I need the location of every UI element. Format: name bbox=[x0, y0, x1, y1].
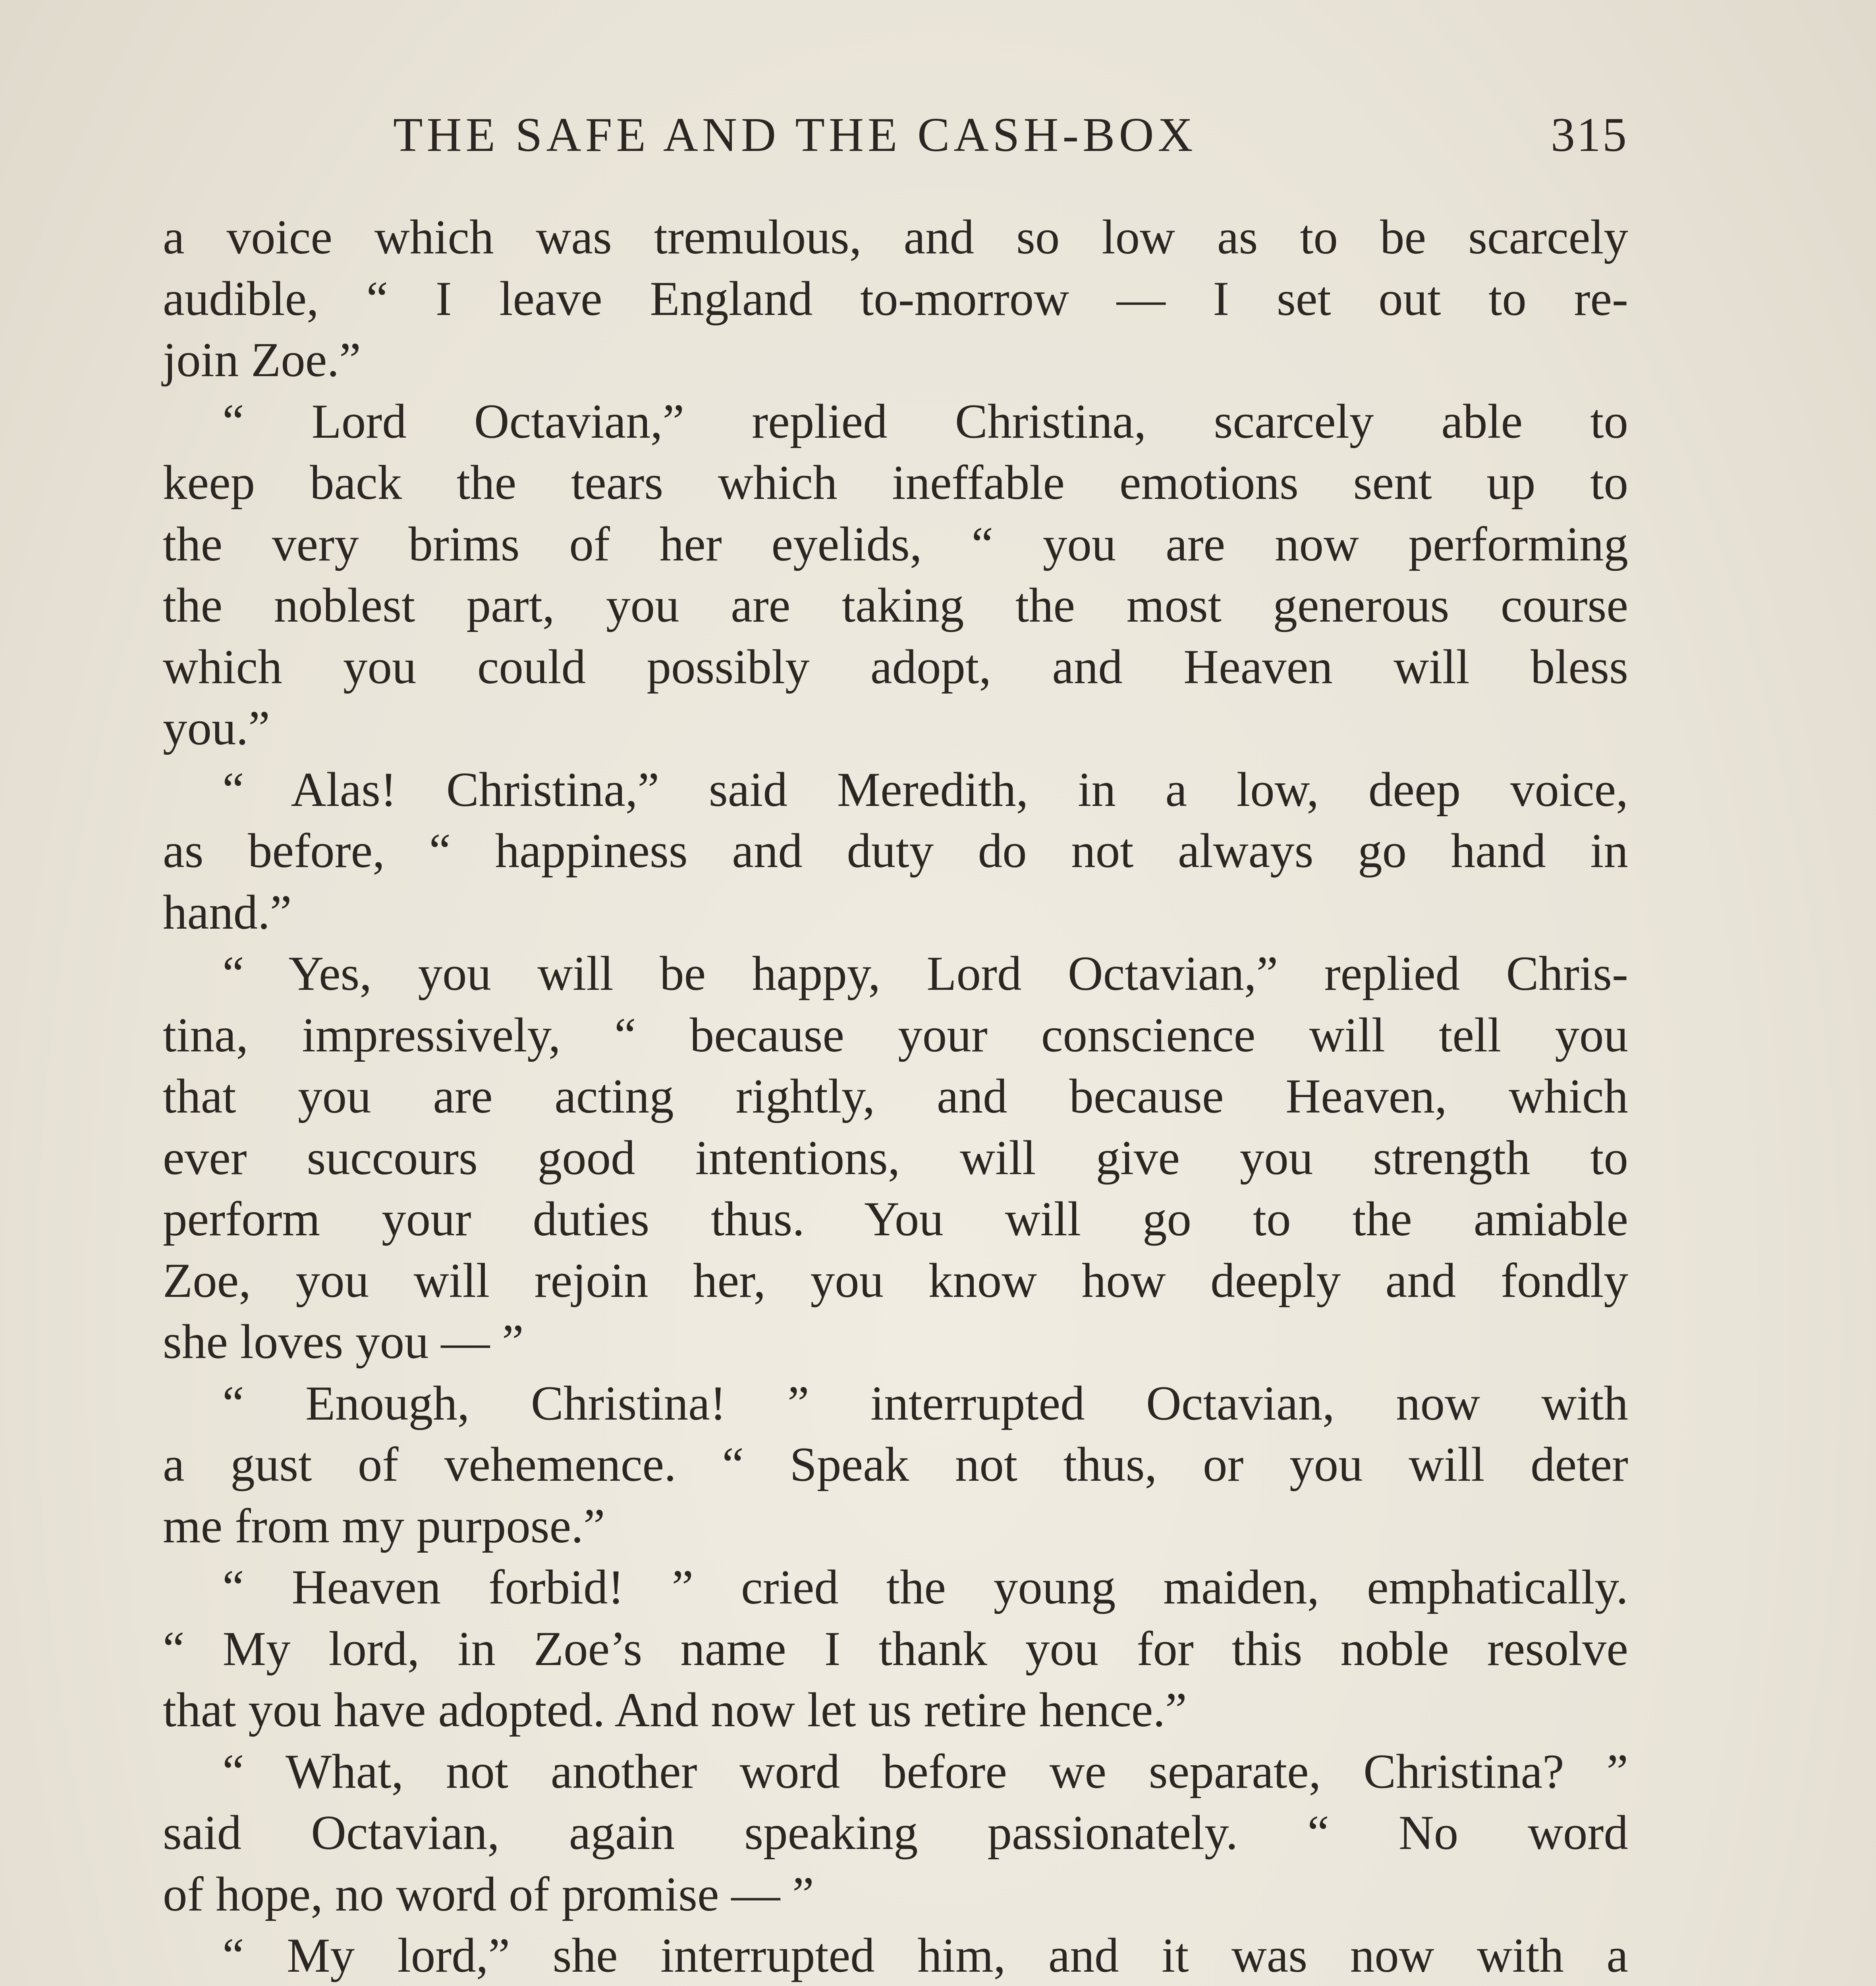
text-line: a voice which was tremulous, and so low as to be scarcely bbox=[163, 210, 1628, 264]
text-line: me from my purpose.” bbox=[163, 1498, 605, 1553]
text-line: join Zoe.” bbox=[163, 332, 361, 387]
text-line: the very brims of her eyelids, “ you are now performing bbox=[163, 516, 1628, 571]
text-line: said Octavian, again speaking passionately. “ No word bbox=[163, 1805, 1628, 1860]
text-line: ever succours good intentions, will give you strength to bbox=[163, 1130, 1628, 1185]
text-line: Zoe, you will rejoin her, you know how deeply and fondly bbox=[163, 1253, 1628, 1308]
text-line: “ What, not another word before we separate, Christina? ” bbox=[222, 1744, 1628, 1799]
text-line: she loves you — ” bbox=[163, 1314, 524, 1369]
text-line: that you have adopted. And now let us retire hence.” bbox=[163, 1683, 1187, 1737]
text-line: “ Yes, you will be happy, Lord Octavian,” replied Chris- bbox=[222, 946, 1628, 1001]
text-line: of hope, no word of promise — ” bbox=[163, 1866, 814, 1921]
text-line: perform your duties thus. You will go to the amiable bbox=[163, 1192, 1628, 1246]
body-text bbox=[163, 207, 1628, 1986]
text-line: “ Heaven forbid! ” cried the young maiden, emphatically. bbox=[222, 1560, 1628, 1614]
text-line: you.” bbox=[163, 701, 270, 755]
text-line: a gust of vehemence. “ Speak not thus, or you will deter bbox=[163, 1437, 1628, 1491]
text-line: “ Alas! Christina,” said Meredith, in a low, deep voice, bbox=[222, 762, 1628, 817]
text-line: as before, “ happiness and duty do not always go hand in bbox=[163, 823, 1628, 878]
text-line: that you are acting rightly, and because Heaven, which bbox=[163, 1069, 1628, 1123]
text-line: the noblest part, you are taking the most generous course bbox=[163, 578, 1628, 632]
running-title: THE SAFE AND THE CASH-BOX bbox=[393, 108, 1197, 162]
text-line: hand.” bbox=[163, 885, 292, 939]
page-number: 315 bbox=[1551, 108, 1628, 162]
text-line: keep back the tears which ineffable emotions sent up to bbox=[163, 455, 1628, 510]
running-head bbox=[393, 99, 1628, 171]
text-line: “ Enough, Christina! ” interrupted Octavian, now with bbox=[222, 1376, 1628, 1430]
text-line: audible, “ I leave England to-morrow — I set out to re- bbox=[163, 271, 1628, 326]
text-line: “ My lord, in Zoe’s name I thank you for this noble resolve bbox=[163, 1621, 1628, 1676]
text-line: tina, impressively, “ because your conscience will tell you bbox=[163, 1007, 1628, 1062]
text-line: “ My lord,” she interrupted him, and it was now with a bbox=[222, 1928, 1628, 1982]
text-line: “ Lord Octavian,” replied Christina, scarcely able to bbox=[222, 394, 1628, 448]
text-line: which you could possibly adopt, and Heaven will bless bbox=[163, 639, 1628, 694]
